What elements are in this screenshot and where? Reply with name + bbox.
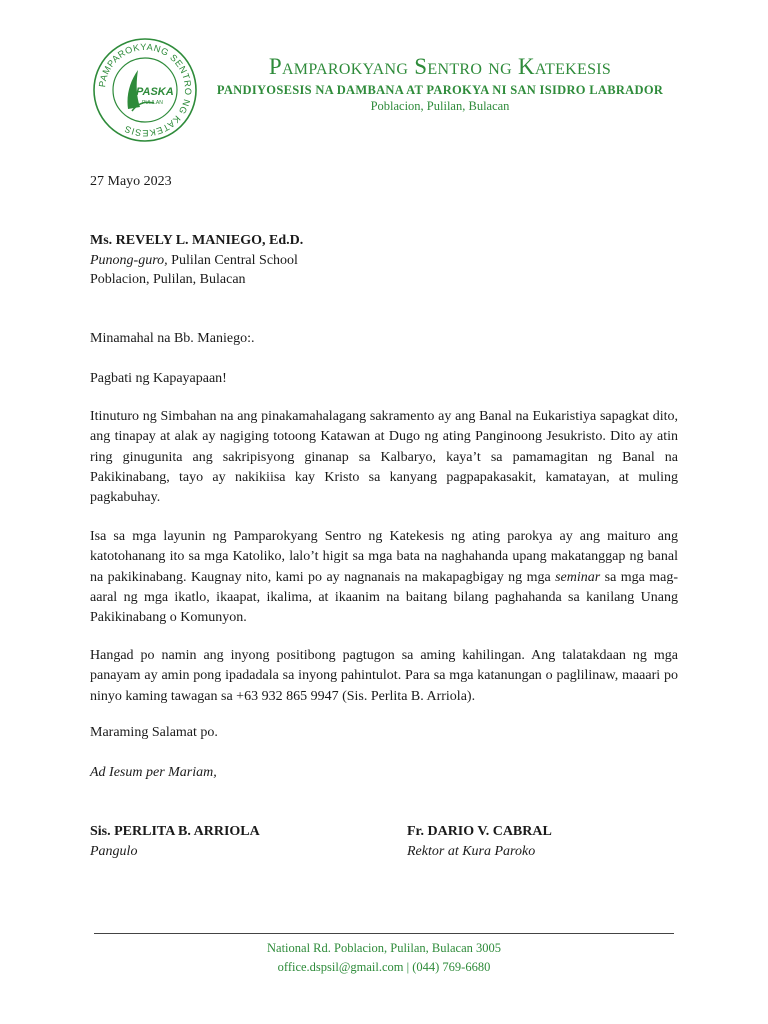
footer-address: National Rd. Poblacion, Pulilan, Bulacan 3005 bbox=[267, 941, 501, 955]
body-paragraph-3: Hangad po namin ang inyong positibong pagtugon sa aming kahilingan. Ang talatakdaan ng mga panayam ay amin pong ipadadala sa inyong pahintulot. Para sa mga katanungan o paglilinaw, maaari po ninyo kaming tawagan sa +63 932 865 9947 (Sis. Perlita B. Arriola). bbox=[90, 648, 678, 704]
recipient-organization: Pulilan Central School bbox=[167, 253, 298, 268]
signatory-1-name: Sis. PERLITA B. ARRIOLA bbox=[90, 824, 260, 839]
paragraph-2-italic: seminar bbox=[555, 569, 601, 585]
seal-logo-subtext: PULILAN bbox=[142, 100, 163, 106]
seal-logo-text: PASKA bbox=[136, 86, 174, 98]
body-paragraph-2 bbox=[90, 527, 678, 628]
footer-contact: office.dspsil@gmail.com | (044) 769-6680 bbox=[277, 960, 491, 974]
recipient-address: Poblacion, Pulilan, Bulacan bbox=[90, 272, 246, 287]
salutation: Minamahal na Bb. Maniego:. bbox=[90, 331, 255, 346]
signatory-1-title: Pangulo bbox=[90, 844, 138, 859]
body-paragraph-1: Itinuturo ng Simbahan na ang pinakamahalagang sakramento ay ang Banal na Eukaristiya sapagkat dito, ang tinapay at alak ay nagiging totoong Katawan at Dugo ng ating Panginoong Jesukristo. Dito ay atin ring ginugunita ang sakripisyong ginanap sa Kalbaryo, kaya’t sa pamamagitan ng Banal na Pakikinabang, tayo ay nakikiisa kay Kristo sa kanyang pagpapakasakit, kamatayan, at muling pagkabuhay. bbox=[90, 409, 678, 506]
footer-divider bbox=[94, 933, 674, 934]
closing-line: Maraming Salamat po. bbox=[90, 725, 218, 740]
valediction: Ad Iesum per Mariam, bbox=[90, 765, 217, 780]
recipient-position bbox=[90, 251, 678, 271]
recipient-title: Punong-guro, bbox=[90, 253, 168, 268]
letter-date: 27 Mayo 2023 bbox=[90, 174, 172, 189]
organization-subtitle: PANDIYOSESIS NA DAMBANA AT PAROKYA NI SAN ISIDRO LABRADOR bbox=[216, 83, 664, 97]
paragraph-2-part-a: Isa sa mga layunin ng Pamparokyang Sentro ng Katekesis ng ating parokya ay ang maituro ang katotohanang ito sa mga Katoliko, lalo’t higit sa mga bata na naghahanda upang makatanggap ng banal na pakikinabang. Kaugnay nito, kami po ay nagnanais na makapagbigay ng mga bbox=[90, 529, 678, 585]
signatory-2-title: Rektor at Kura Paroko bbox=[407, 844, 536, 859]
paragraph-2-part-b: sa mga mag-aaral ng mga ikatlo, ikaapat, ikalima, at ikaanim na baitang bilang paghahanda sa kanilang Unang Pakikinabang o Komunyon. bbox=[90, 569, 679, 626]
parish-seal-logo bbox=[92, 37, 198, 143]
organization-address: Poblacion, Pulilan, Bulacan bbox=[370, 99, 510, 113]
greeting: Pagbati ng Kapayapaan! bbox=[90, 371, 227, 386]
recipient-name: Ms. REVELY L. MANIEGO, Ed.D. bbox=[90, 233, 304, 248]
seal-ring-text: PAMPAROKYANG SENTRO NG KATEKESIS bbox=[97, 41, 194, 139]
organization-name: Pamparokyang Sentro ng Katekesis bbox=[268, 54, 612, 79]
signatory-2-name: Fr. DARIO V. CABRAL bbox=[407, 824, 552, 839]
